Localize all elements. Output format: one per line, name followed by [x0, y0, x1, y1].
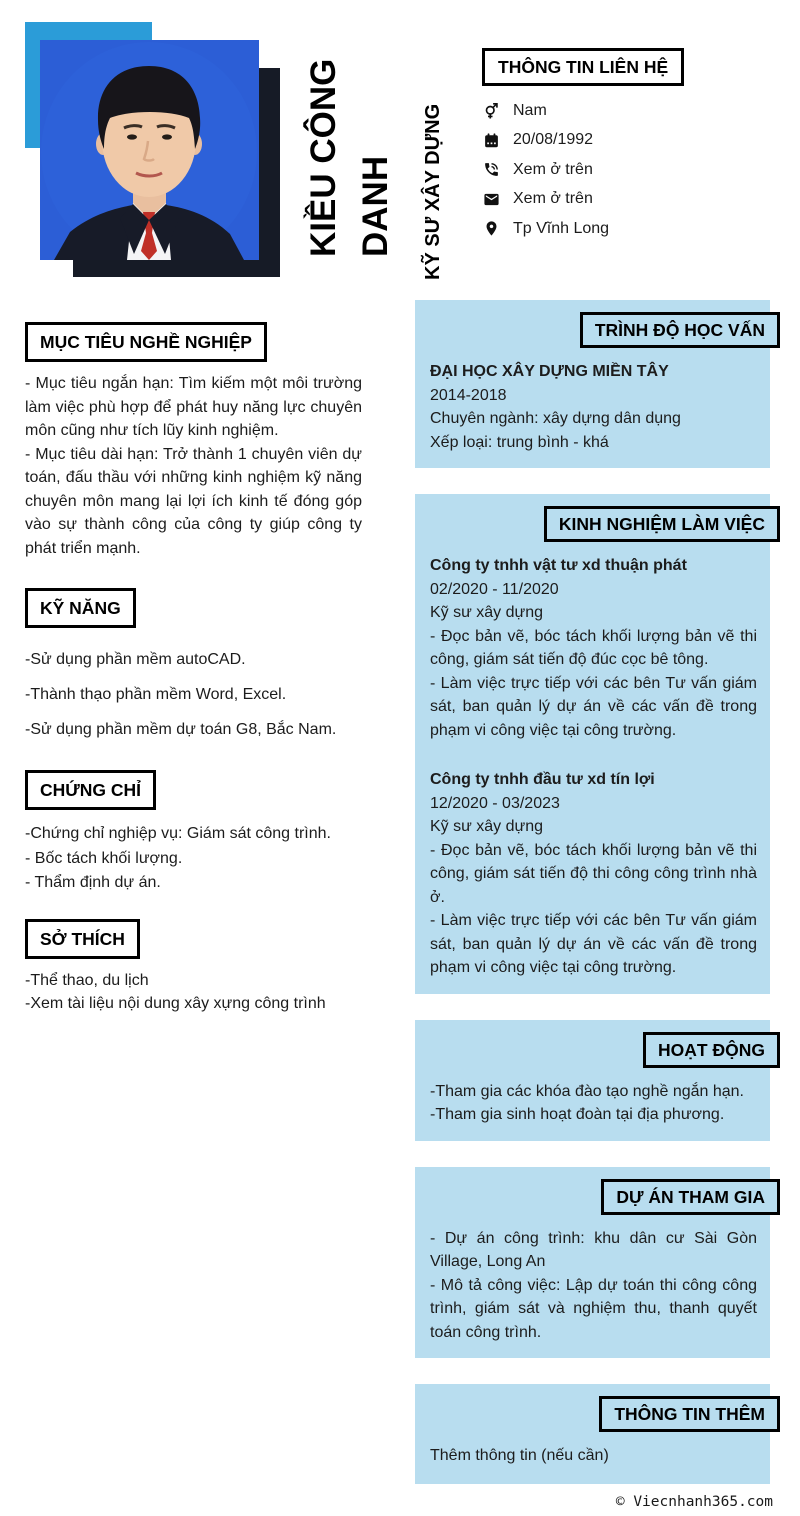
activities-heading: HOẠT ĐỘNG — [643, 1032, 780, 1068]
hobbies-heading: SỞ THÍCH — [25, 919, 140, 959]
contact-phone: Xem ở trên — [513, 160, 593, 178]
hobby-item: -Thể thao, du lịch — [25, 971, 149, 989]
projects-heading: DỰ ÁN THAM GIA — [601, 1179, 780, 1215]
candidate-job-title: KỸ SƯ XÂY DỰNG — [422, 103, 444, 280]
job-bullet: - Làm việc trực tiếp với các bên Tư vấn giám sát, ban quản lý dự án về các vấn đề trong phạm vi công việc tại công trường. — [430, 912, 757, 976]
job-role: Kỹ sư xây dựng — [430, 604, 544, 621]
more-info-text: Thêm thông tin (nếu cần) — [430, 1447, 609, 1464]
activity-item: -Tham gia các khóa đào tạo nghề ngắn hạn. — [430, 1082, 744, 1100]
job-period: 12/2020 - 03/2023 — [430, 794, 560, 812]
more-info-panel — [415, 1384, 770, 1484]
education-grade: Xếp loại: trung bình - khá — [430, 433, 609, 451]
contact-row-phone — [482, 155, 792, 185]
contact-section — [482, 48, 792, 244]
activities-panel — [415, 1020, 770, 1141]
project-paragraph: - Mô tả công việc: Lập dự toán thi công công trình, giám sát và nghiệm thu, thanh quyết toán công trình. — [430, 1276, 757, 1341]
candidate-name — [298, 58, 402, 257]
contact-list — [482, 96, 792, 244]
objective-paragraph: - Mục tiêu ngắn hạn: Tìm kiếm một môi trường làm việc phù hợp để phát huy năng lực chuyên môn cũng như tích lũy kinh nghiệm. — [25, 375, 362, 439]
calendar-icon — [482, 131, 500, 149]
job-bullet: - Đọc bản vẽ, bóc tách khối lượng bản vẽ thi công, giám sát tiến độ thi công công trình nhà ở. — [430, 841, 757, 906]
projects-panel — [415, 1167, 770, 1359]
phone-icon — [482, 161, 500, 179]
experience-job — [430, 554, 757, 742]
experience-job — [430, 768, 757, 980]
more-info-heading: THÔNG TIN THÊM — [599, 1396, 780, 1432]
contact-email: Xem ở trên — [513, 190, 593, 208]
contact-row-gender — [482, 96, 792, 126]
certificate-item: -Chứng chỉ nghiệp vụ: Giám sát công trình. — [25, 825, 331, 842]
contact-gender: Nam — [513, 101, 547, 119]
hobbies-body — [25, 969, 362, 1016]
name-line-2: DANH — [356, 155, 395, 257]
job-bullet: - Đọc bản vẽ, bóc tách khối lượng bản vẽ thi công, giám sát tiến độ đúc cọc bê tông. — [430, 627, 757, 668]
skill-item: -Sử dụng phần mềm dự toán G8, Bắc Nam. — [25, 721, 337, 738]
certificates-heading: CHỨNG CHỈ — [25, 770, 156, 810]
education-heading: TRÌNH ĐỘ HỌC VẤN — [580, 312, 780, 348]
education-school: ĐẠI HỌC XÂY DỰNG MIỀN TÂY — [430, 363, 669, 380]
job-company: Công ty tnhh đầu tư xd tín lợi — [430, 771, 655, 788]
objective-heading: MỤC TIÊU NGHỀ NGHIỆP — [25, 322, 267, 362]
contact-location: Tp Vĩnh Long — [513, 219, 610, 237]
skills-heading: KỸ NĂNG — [25, 588, 136, 628]
contact-birthday: 20/08/1992 — [513, 131, 594, 149]
watermark-credit: © Viecnhanh365.com — [615, 1494, 773, 1510]
certificate-item: - Thẩm định dự án. — [25, 874, 161, 891]
contact-row-birthday — [482, 126, 792, 156]
location-icon — [482, 220, 500, 238]
education-major: Chuyên ngành: xây dựng dân dụng — [430, 410, 681, 427]
education-years: 2014-2018 — [430, 386, 507, 404]
job-period: 02/2020 - 11/2020 — [430, 580, 559, 598]
job-role: Kỹ sư xây dựng — [430, 818, 544, 835]
email-icon — [482, 190, 500, 208]
skill-item: -Sử dụng phần mềm autoCAD. — [25, 651, 246, 668]
activity-item: -Tham gia sinh hoạt đoàn tại địa phương. — [430, 1106, 725, 1123]
gender-icon — [482, 102, 500, 120]
project-paragraph: - Dự án công trình: khu dân cư Sài Gòn Village, Long An — [430, 1229, 757, 1270]
job-company: Công ty tnhh vật tư xd thuận phát — [430, 557, 687, 574]
contact-row-location — [482, 214, 792, 244]
left-column — [25, 310, 362, 1016]
contact-heading: THÔNG TIN LIÊN HỆ — [482, 48, 684, 86]
right-column — [415, 300, 770, 1510]
skill-item: -Thành thạo phần mềm Word, Excel. — [25, 686, 287, 703]
job-bullet: - Làm việc trực tiếp với các bên Tư vấn giám sát, ban quản lý dự án về các vấn đề trong phạm vi công việc tại công trường. — [430, 674, 757, 739]
experience-heading: KINH NGHIỆM LÀM VIỆC — [544, 506, 780, 542]
certificates-body — [25, 822, 362, 895]
education-panel — [415, 300, 770, 468]
skills-body — [25, 648, 362, 742]
experience-panel — [415, 494, 770, 994]
name-line-1: KIỀU CÔNG — [304, 58, 343, 257]
objective-body — [25, 372, 362, 560]
certificate-item: - Bốc tách khối lượng. — [25, 849, 183, 867]
profile-photo — [40, 40, 259, 260]
hobby-item: -Xem tài liệu nội dung xây xựng công trình — [25, 995, 326, 1012]
contact-row-email — [482, 185, 792, 215]
objective-paragraph: - Mục tiêu dài hạn: Trở thành 1 chuyên viên dự toán, đấu thầu với những kinh nghiệm kỹ năng chuyên môn mang lại lợi ích kinh tế đóng góp vào sự thành công của công ty giúp công ty phát triển mạnh. — [25, 445, 362, 557]
